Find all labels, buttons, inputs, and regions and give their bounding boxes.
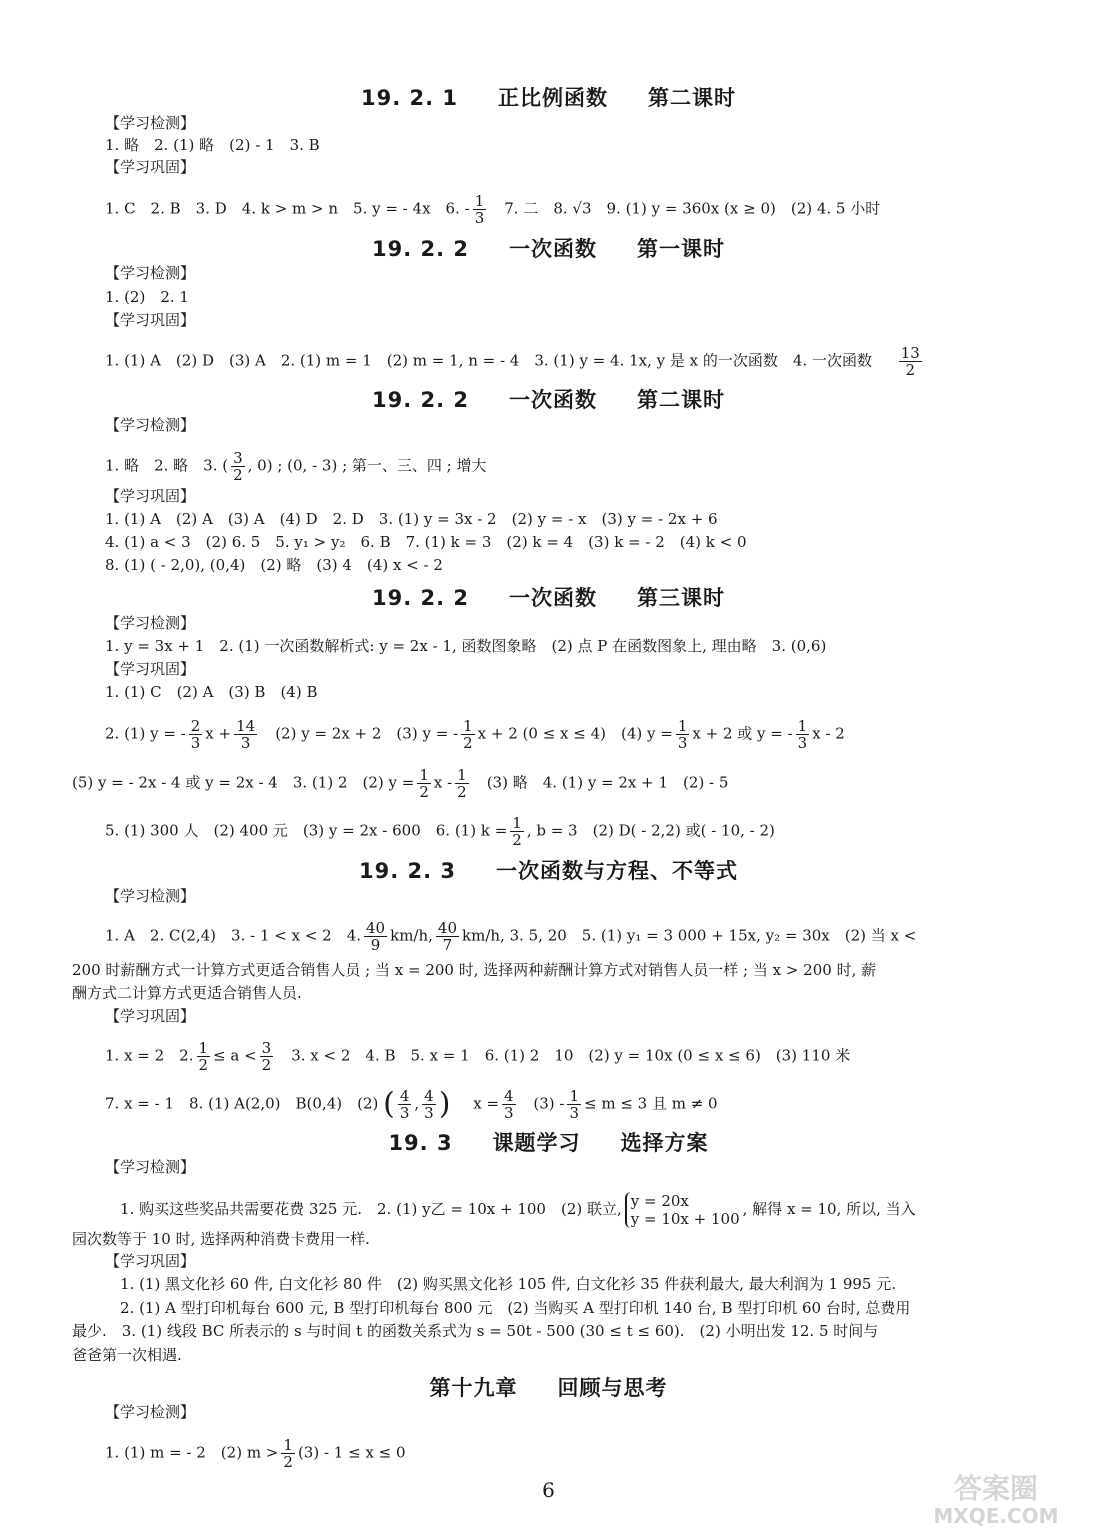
numerator: 1 — [283, 1436, 293, 1454]
right-paren: ) — [438, 1086, 451, 1122]
fraction — [461, 718, 475, 751]
answer-line — [105, 815, 775, 848]
answer-text: 1. A 2. C(2,4) 3. - 1 < x < 2 4. — [105, 926, 362, 945]
denominator: 2 — [463, 734, 473, 752]
watermark-logo — [914, 1468, 1079, 1528]
answer-line: 200 时薪酬方式一计算方式更适合销售人员 ; 当 x = 200 时, 选择两种薪酬计算方式对销售人员一样 ; 当 x > 200 时, 薪 — [72, 961, 877, 979]
heading-lesson: 选择方案 — [620, 1131, 709, 1155]
page-number: 6 — [542, 1478, 555, 1502]
answer-text: (5) y = - 2x - 4 或 y = 2x - 4 3. (1) 2 (2) y = — [72, 773, 415, 792]
numerator: 1 — [474, 192, 485, 210]
answer-line: 园次数等于 10 时, 选择两种消费卡费用一样. — [72, 1230, 370, 1248]
answer-line: 1. (1) C (2) A (3) B (4) B — [105, 683, 318, 701]
answer-line: 爸爸第一次相遇. — [72, 1346, 182, 1364]
denominator: 3 — [677, 734, 688, 752]
answer-text: ≤ a < — [213, 1046, 257, 1065]
numerator: 1 — [797, 717, 808, 735]
numerator: 1 — [463, 717, 473, 735]
answer-text: 1. (1) m = - 2 (2) m > — [105, 1443, 279, 1462]
heading-title: 一次函数 — [509, 586, 598, 610]
section-heading-19-2-2-lesson3 — [0, 582, 1097, 612]
answer-text: x + 2 或 y = - — [692, 724, 793, 743]
denominator: 2 — [198, 1056, 209, 1074]
fraction — [398, 1088, 412, 1121]
numerator: 1 — [419, 766, 429, 784]
heading-title: 课题学习 — [492, 1131, 581, 1155]
answer-text: x - — [433, 773, 453, 792]
left-paren: ( — [383, 1086, 395, 1122]
answer-line: 1. y = 3x + 1 2. (1) 一次函数解析式: y = 2x - 1, 函数图象略 (2) 点 P 在函数图象上, 理由略 3. (0,6) — [105, 637, 827, 655]
section-heading-19-2-3 — [0, 855, 1097, 885]
fraction — [422, 1088, 436, 1121]
denominator: 3 — [474, 209, 485, 227]
answer-text: 1. 略 2. 略 3. ( — [105, 456, 229, 475]
tag-check: 【学习检测】 — [105, 614, 196, 632]
answer-line: 8. (1) ( - 2,0), (0,4) (2) 略 (3) 4 (4) x < - 2 — [105, 556, 443, 574]
numerator: 2 — [190, 717, 201, 735]
section-heading-19-2-1 — [0, 82, 1097, 112]
answer-line — [105, 450, 487, 483]
numerator: 4 — [424, 1087, 434, 1105]
answer-line: 2. (1) A 型打印机每台 600 元, B 型打印机每台 800 元 (2) 当购买 A 型打印机 140 台, B 型打印机 60 台时, 总费用 — [120, 1299, 911, 1317]
fraction — [796, 718, 810, 751]
heading-code: 19. 2. 2 — [371, 586, 470, 610]
tag-consolidate: 【学习巩固】 — [105, 1007, 196, 1025]
fraction — [364, 920, 387, 953]
fraction — [234, 718, 257, 751]
tag-consolidate: 【学习巩固】 — [105, 158, 196, 176]
fraction — [510, 815, 524, 848]
numerator: 40 — [366, 919, 386, 937]
answer-line: 1. (2) 2. 1 — [105, 288, 189, 306]
heading-title: 一次函数 — [509, 237, 598, 261]
answer-line: 4. (1) a < 3 (2) 6. 5 5. y₁ > y₂ 6. B 7. (1) k = 3 (2) k = 4 (3) k = - 2 (4) k < 0 — [105, 533, 747, 551]
answer-line: 1. (1) 黑文化衫 60 件, 白文化衫 80 件 (2) 购买黑文化衫 105 件, 白文化衫 35 件获利最大, 最大利润为 1 995 元. — [120, 1275, 897, 1293]
answer-text: (3) - — [533, 1094, 565, 1113]
numerator: 3 — [261, 1039, 272, 1057]
answer-line: 1. (1) A (2) A (3) A (4) D 2. D 3. (1) y = 3x - 2 (2) y = - x (3) y = - 2x + 6 — [105, 510, 718, 528]
answer-line — [105, 920, 916, 953]
answer-line: 最少. 3. (1) 线段 BC 所表示的 s 与时间 t 的函数关系式为 s = 50t - 500 (30 ≤ t ≤ 60). (2) 小明出发 12. 5 时间与 — [72, 1322, 879, 1340]
answer-text: , b = 3 (2) D( - 2,2) 或( - 10, - 2) — [526, 821, 775, 840]
answer-text: , 0) ; (0, - 3) ; 第一、三、四 ; 增大 — [247, 456, 487, 475]
denominator: 2 — [283, 1453, 293, 1471]
heading-title: 一次函数 — [509, 388, 598, 412]
answer-text: x - 2 — [812, 724, 845, 743]
tag-check: 【学习检测】 — [105, 1403, 196, 1421]
heading-lesson: 第二课时 — [648, 86, 737, 110]
numerator: 1 — [198, 1039, 209, 1057]
answer-text: ≤ m ≤ 3 且 m ≠ 0 — [583, 1094, 718, 1113]
heading-code: 19. 2. 1 — [360, 86, 459, 110]
watermark-line1: 答案圈 — [953, 1472, 1039, 1505]
answer-line — [105, 193, 880, 226]
fraction — [455, 767, 469, 800]
heading-lesson: 第二课时 — [637, 388, 726, 412]
answer-line — [105, 1040, 850, 1073]
answer-text: , 解得 x = 10, 所以, 当入 — [742, 1200, 916, 1218]
heading-code: 19. 2. 2 — [371, 388, 470, 412]
denominator: 3 — [190, 734, 201, 752]
fraction — [197, 1040, 211, 1073]
section-heading-chapter-review — [0, 1372, 1097, 1402]
answer-text: (3) - 1 ≤ x ≤ 0 — [297, 1443, 406, 1462]
fraction — [676, 718, 690, 751]
equation-system — [625, 1192, 740, 1228]
answer-line — [105, 718, 845, 751]
denominator: 3 — [424, 1104, 434, 1122]
tag-check: 【学习检测】 — [105, 1158, 196, 1176]
heading-code: 19. 2. 3 — [358, 859, 457, 883]
answer-text: km/h, — [390, 926, 433, 945]
tag-consolidate: 【学习巩固】 — [105, 487, 196, 505]
denominator: 2 — [457, 783, 467, 801]
tag-consolidate: 【学习巩固】 — [105, 660, 196, 678]
fraction — [189, 718, 203, 751]
denominator: 2 — [261, 1056, 272, 1074]
section-heading-19-3 — [0, 1127, 1097, 1157]
answer-text: 1. 购买这些奖品共需要花费 325 元. 2. (1) y乙 = 10x + 100 (2) 联立, — [120, 1200, 622, 1218]
fraction — [436, 920, 459, 953]
numerator: 3 — [233, 449, 243, 467]
heading-lesson: 第三课时 — [637, 586, 726, 610]
answer-text: 3. x < 2 4. B 5. x = 1 6. (1) 2 10 (2) y = 10x (0 ≤ x ≤ 6) (3) 110 米 — [276, 1046, 851, 1065]
answer-line: 1. 略 2. (1) 略 (2) - 1 3. B — [105, 136, 320, 154]
fraction — [899, 345, 922, 378]
numerator: 1 — [512, 814, 522, 832]
answer-text: 1. C 2. B 3. D 4. k > m > n 5. y = - 4x 6. - — [105, 199, 470, 218]
answer-text: 1. (1) A (2) D (3) A 2. (1) m = 1 (2) m = 1, n = - 4 3. (1) y = 4. 1x, y 是 x 的一次函数 4. 一次函数 — [105, 351, 872, 370]
fraction — [502, 1088, 516, 1121]
watermark-line2: MXQE.COM — [933, 1504, 1059, 1528]
numerator: 4 — [399, 1087, 410, 1105]
answer-text: 7. x = - 1 8. (1) A(2,0) B(0,4) (2) — [105, 1094, 379, 1113]
tag-consolidate: 【学习巩固】 — [105, 311, 196, 329]
denominator: 2 — [233, 466, 243, 484]
denominator: 3 — [504, 1104, 514, 1122]
answer-text: 7. 二 8. √3 9. (1) y = 360x (x ≥ 0) (2) 4. 5 小时 — [489, 199, 881, 218]
fraction — [260, 1040, 274, 1073]
equation: y = 20x — [630, 1192, 689, 1210]
heading-lesson: 第一课时 — [637, 237, 726, 261]
answer-line — [120, 1192, 916, 1228]
tag-consolidate: 【学习巩固】 — [105, 1252, 196, 1270]
tag-check: 【学习检测】 — [105, 264, 196, 282]
denominator: 7 — [442, 936, 453, 954]
answer-line — [72, 767, 728, 800]
answer-text: x = — [473, 1094, 500, 1113]
answer-text: x + — [205, 724, 232, 743]
numerator: 14 — [236, 717, 256, 735]
section-heading-19-2-2-lesson2 — [0, 384, 1097, 414]
fraction — [417, 767, 431, 800]
answer-text: (2) y = 2x + 2 (3) y = - — [260, 724, 459, 743]
heading-lesson: 回顾与思考 — [557, 1376, 668, 1400]
answer-text: 5. (1) 300 人 (2) 400 元 (3) y = 2x - 600 6. (1) k = — [105, 821, 508, 840]
denominator: 3 — [569, 1104, 579, 1122]
fraction — [473, 193, 487, 226]
numerator: 4 — [504, 1087, 514, 1105]
tag-check: 【学习检测】 — [105, 887, 196, 905]
denominator: 3 — [797, 734, 808, 752]
section-heading-19-2-2-lesson1 — [0, 233, 1097, 263]
equation: y = 10x + 100 — [630, 1210, 740, 1228]
answer-line: 7. x = - 1 8. (1) A(2,0) B(0,4) (2) ( $\frac{4}{3}$ , $\frac{4}{3}$ ) x = $\frac{4}{3}$ (3) - $\frac{1}{3}$ ≤ m ≤ 3 且 m ≠ 0 — [105, 1086, 718, 1122]
numerator: 1 — [569, 1087, 579, 1105]
heading-code: 19. 3 — [388, 1131, 453, 1155]
denominator: 9 — [370, 936, 381, 954]
denominator: 3 — [240, 734, 251, 752]
answer-line — [105, 1437, 406, 1470]
answer-text: x + 2 (0 ≤ x ≤ 4) (4) y = — [477, 724, 673, 743]
numerator: 13 — [900, 344, 920, 362]
denominator: 2 — [905, 361, 916, 379]
answer-text: 1. x = 2 2. — [105, 1046, 194, 1065]
fraction — [231, 450, 245, 483]
denominator: 2 — [419, 783, 429, 801]
heading-code: 19. 2. 2 — [371, 237, 470, 261]
fraction — [567, 1088, 581, 1121]
numerator: 40 — [437, 919, 457, 937]
numerator: 1 — [457, 766, 467, 784]
heading-title: 一次函数与方程、不等式 — [496, 859, 739, 883]
answer-text: km/h, 3. 5, 20 5. (1) y₁ = 3 000 + 15x, y₂ = 30x (2) 当 x < — [462, 926, 917, 945]
denominator: 3 — [399, 1104, 410, 1122]
denominator: 2 — [512, 831, 522, 849]
numerator: 1 — [677, 717, 688, 735]
heading-title: 正比例函数 — [498, 86, 609, 110]
answer-text: (3) 略 4. (1) y = 2x + 1 (2) - 5 — [471, 773, 729, 792]
answer-line: 酬方式二计算方式更适合销售人员. — [72, 984, 302, 1002]
tag-check: 【学习检测】 — [105, 114, 196, 132]
answer-text: 2. (1) y = - — [105, 724, 186, 743]
answer-line — [105, 345, 925, 378]
heading-title: 第十九章 — [429, 1376, 518, 1400]
tag-check: 【学习检测】 — [105, 416, 196, 434]
fraction — [281, 1437, 295, 1470]
